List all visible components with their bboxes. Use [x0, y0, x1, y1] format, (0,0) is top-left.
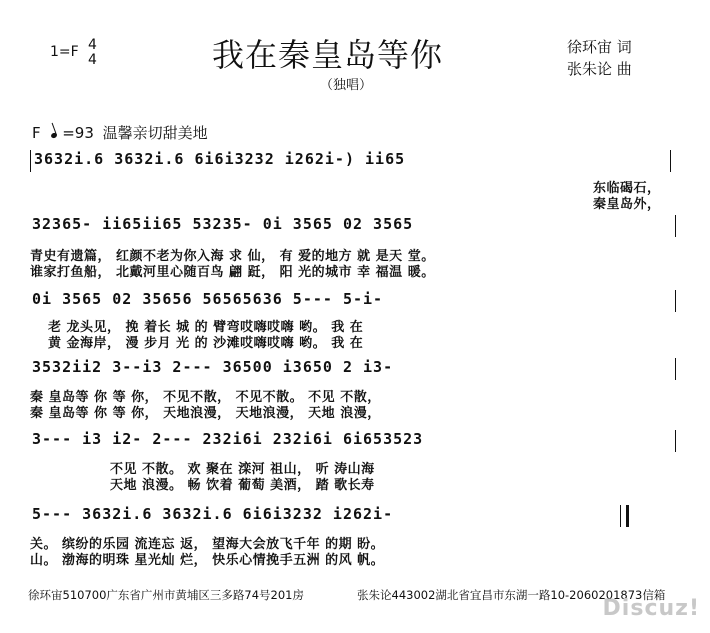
footer-composer-address: 张朱论443002湖北省宜昌市东湖一路10-2060201873信箱	[357, 588, 666, 602]
composer-credit: 张朱论 曲	[567, 60, 632, 78]
notation-row-6: 5--- 3632i.6 3632i.6 6i6i3232 i262i-	[32, 505, 394, 523]
tempo-bpm: =93	[62, 124, 94, 142]
song-title: 我在秦皇岛等你	[212, 36, 444, 74]
final-barline	[626, 505, 629, 527]
lyric-line-2a: 青史有遗篇， 红颜不老为你入海 求 仙， 有 爱的地方 就 是天 堂。	[30, 249, 435, 264]
lyricist-credit: 徐环宙 词	[567, 38, 632, 56]
lyric-line-3b: 黄 金海岸， 漫 步月 光 的 沙滩哎嗨哎嗨 哟。 我 在	[48, 336, 364, 351]
lyric-line-5b: 天地 浪漫。 畅 饮着 葡萄 美酒， 踏 歌长寿	[110, 478, 375, 493]
barline	[675, 358, 676, 380]
lyric-line-5a: 不见 不散。 欢 聚在 滦河 祖山， 听 涛山海	[110, 462, 375, 477]
barline	[675, 430, 676, 452]
barline	[675, 290, 676, 312]
tempo-key-mark: F	[32, 124, 41, 142]
time-signature-top: 4	[88, 37, 97, 53]
notation-row-5: 3--- i3 i2- 2--- 232i6i 232i6i 6i653523	[32, 430, 424, 448]
lyric-line-1b: 秦皇岛外，	[593, 197, 661, 212]
barline	[675, 215, 676, 237]
score-row-4	[30, 358, 675, 380]
quarter-note-icon	[51, 132, 58, 139]
lyric-line-6a: 关。 缤纷的乐园 流连忘 返， 望海大会放飞千年 的期 盼。	[30, 537, 385, 552]
watermark-logo: Discuz!	[602, 596, 700, 621]
time-signature-bottom: 4	[88, 52, 97, 68]
barline	[670, 150, 671, 172]
lyric-line-4a: 秦 皇岛等 你 等 你， 不见不散， 不见不散。 不见 不散，	[30, 390, 381, 405]
notation-row-1: 3632i.6 3632i.6 6i6i3232 i262i-) ii65	[34, 150, 406, 168]
barline	[30, 150, 31, 172]
tempo-marking	[32, 122, 208, 143]
lyric-line-4b: 秦 皇岛等 你 等 你， 天地浪漫， 天地浪漫， 天地 浪漫，	[30, 406, 381, 421]
lyric-line-1a: 东临碣石，	[593, 181, 661, 196]
tempo-expression: 温馨亲切甜美地	[102, 124, 208, 142]
time-signature	[88, 38, 97, 68]
footer-lyricist-address: 徐环宙510700广东省广州市黄埔区三多路74号201房	[28, 588, 304, 602]
song-subtitle: （独唱）	[320, 78, 373, 93]
notation-row-2: 32365- ii65ii65 53235- 0i 3565 02 3565	[32, 215, 414, 233]
lyric-line-3a: 老 龙头见， 挽 着长 城 的 臂弯哎嗨哎嗨 哟。 我 在	[48, 320, 364, 335]
score-row-2	[30, 215, 675, 237]
score-row-6	[30, 505, 675, 527]
notation-row-4: 3532ii2 3--i3 2--- 36500 i3650 2 i3-	[32, 358, 394, 376]
lyric-line-2b: 谁家打鱼船， 北戴河里心随百鸟 翩 跹， 阳 光的城市 幸 福温 暖。	[30, 265, 435, 280]
barline	[620, 505, 621, 527]
score-row-5	[30, 430, 675, 452]
score-row-3	[30, 290, 675, 312]
notation-row-3: 0i 3565 02 35656 56565636 5--- 5-i-	[32, 290, 384, 308]
score-row-1	[30, 150, 675, 172]
key-signature: 1=F	[50, 44, 79, 60]
lyric-line-6b: 山。 渤海的明珠 星光灿 烂， 快乐心情挽手五洲 的风 帆。	[30, 553, 385, 568]
